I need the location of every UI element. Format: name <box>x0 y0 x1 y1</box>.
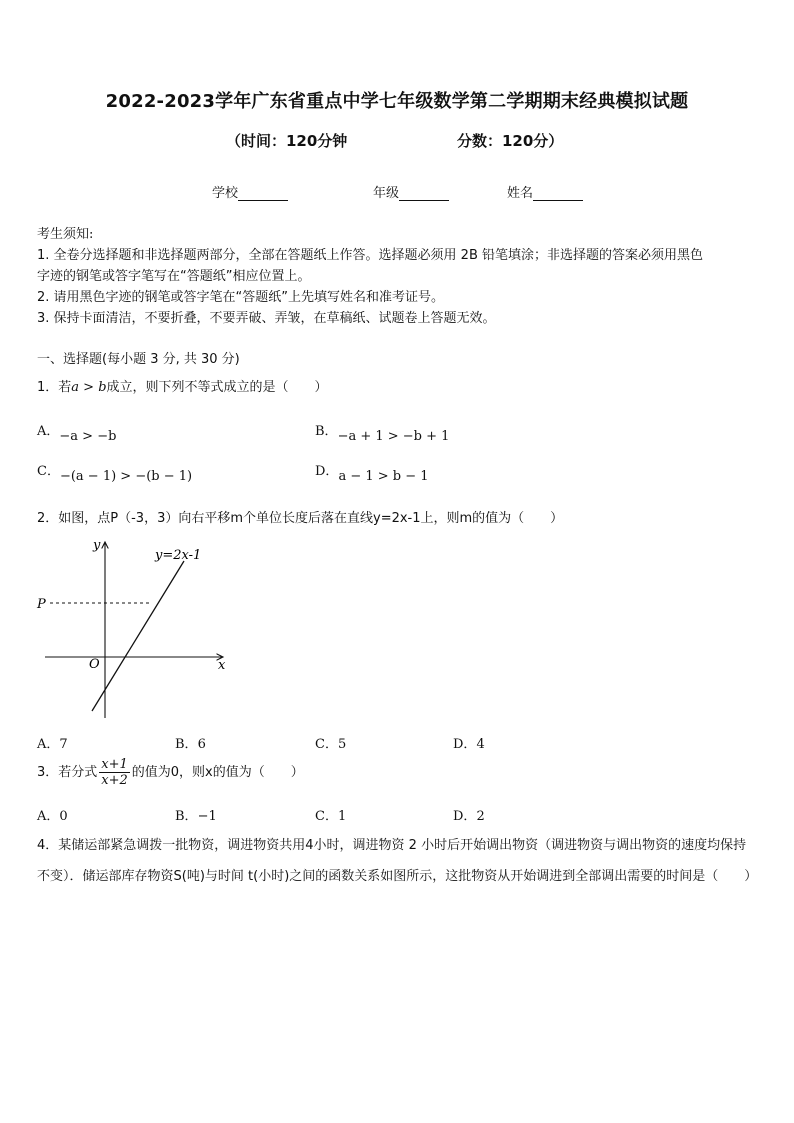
q1-option-d <box>315 460 429 484</box>
grade-label: 年级 <box>373 186 400 201</box>
note-item: 字迹的钢笔或答字笔写在“答题纸”相应位置上。 <box>37 269 311 284</box>
option-label: A． <box>37 424 60 439</box>
line-label: y=2x-1 <box>155 548 202 563</box>
q2-option-b <box>175 733 206 752</box>
name-field <box>507 182 583 201</box>
option-value: 4 <box>476 737 485 752</box>
option-label: C． <box>315 737 338 752</box>
option-value: 5 <box>337 737 347 752</box>
exam-time: （时间：120分钟 <box>226 132 348 150</box>
question-3 <box>37 757 304 788</box>
q2-option-c <box>315 733 346 752</box>
q3-option-c <box>315 805 346 824</box>
option-label: C． <box>37 464 60 479</box>
question-4: 4．某储运部紧急调拨一批物资，调进物资共用4小时，调进物资 2 小时后开始调出物资（调进物资与调出物资的速度均保持不变）．储运部库存物资S(吨)与时间 t(小时)之间的函数关系如图所示，这批物资从开始调进到全部调出需要的时间是（ ） <box>37 838 758 884</box>
graph-line <box>92 561 184 711</box>
q1-option-a <box>37 420 117 444</box>
q1-prefix: 1．若 <box>37 380 72 395</box>
q1-option-b <box>315 420 450 444</box>
q1-condition: a > b <box>71 380 107 395</box>
school-field <box>212 182 288 201</box>
option-value: −1 <box>197 809 217 824</box>
q1-option-c <box>37 460 193 484</box>
fraction-denominator: x+2 <box>101 773 128 788</box>
grade-blank <box>399 187 449 201</box>
option-label: A． <box>37 737 60 752</box>
q3-option-d <box>453 805 485 824</box>
q3-option-a <box>37 805 68 824</box>
option-expr: −(a − 1) > −(b − 1) <box>59 469 193 484</box>
option-value: 0 <box>59 809 68 824</box>
option-value: 7 <box>59 737 68 752</box>
notes-heading: 考生须知: <box>37 227 94 242</box>
fraction-numerator: x+1 <box>101 757 128 772</box>
section-heading: 一、选择题(每小题 3 分, 共 30 分) <box>37 352 240 367</box>
option-value: 6 <box>197 737 206 752</box>
y-axis-label: y <box>93 538 101 553</box>
option-expr: a − 1 > b − 1 <box>338 469 429 484</box>
option-expr: −a > −b <box>59 429 117 444</box>
name-label: 姓名 <box>507 186 534 201</box>
x-axis-label: x <box>218 658 226 673</box>
note-item: 3. 保持卡面清洁，不要折叠，不要弄破、弄皱，在草稿纸、试题卷上答题无效。 <box>37 311 496 326</box>
option-label: A． <box>37 809 60 824</box>
school-blank <box>238 187 288 201</box>
q2-option-a <box>37 733 68 752</box>
name-blank <box>533 187 583 201</box>
q3-fraction <box>99 757 130 788</box>
option-label: D． <box>453 737 477 752</box>
option-value: 1 <box>337 809 347 824</box>
q3-option-b <box>175 805 217 824</box>
origin-label: O <box>89 657 100 672</box>
option-label: B． <box>315 424 338 439</box>
note-item: 1. 全卷分选择题和非选择题两部分，全部在答题纸上作答。选择题必须用 2B 铅笔填涂；非选择题的答案必须用黑色 <box>37 248 703 263</box>
option-value: 2 <box>476 809 485 824</box>
exam-score: 分数：120分） <box>457 132 564 150</box>
q3-prefix: 3．若分式 <box>37 765 98 780</box>
q2-graph <box>30 530 240 725</box>
question-1 <box>37 376 328 395</box>
question-2: 2．如图，点P（-3，3）向右平移m个单位长度后落在直线y=2x-1上，则m的值为（ ） <box>37 511 564 526</box>
option-label: D． <box>315 464 339 479</box>
q2-option-d <box>453 733 485 752</box>
q1-suffix: 成立，则下列不等式成立的是（ ） <box>106 380 328 395</box>
q3-suffix: 的值为0，则x的值为（ ） <box>131 765 304 780</box>
option-expr: −a + 1 > −b + 1 <box>337 429 450 444</box>
school-label: 学校 <box>212 186 239 201</box>
note-item: 2. 请用黑色字迹的钢笔或答字笔在“答题纸”上先填写姓名和准考证号。 <box>37 290 445 305</box>
option-label: C． <box>315 809 338 824</box>
point-p-label: P <box>37 597 46 612</box>
grade-field <box>373 182 449 201</box>
exam-title: 2022-2023学年广东省重点中学七年级数学第二学期期末经典模拟试题 <box>105 91 689 112</box>
option-label: B． <box>175 809 198 824</box>
option-label: D． <box>453 809 477 824</box>
option-label: B． <box>175 737 198 752</box>
